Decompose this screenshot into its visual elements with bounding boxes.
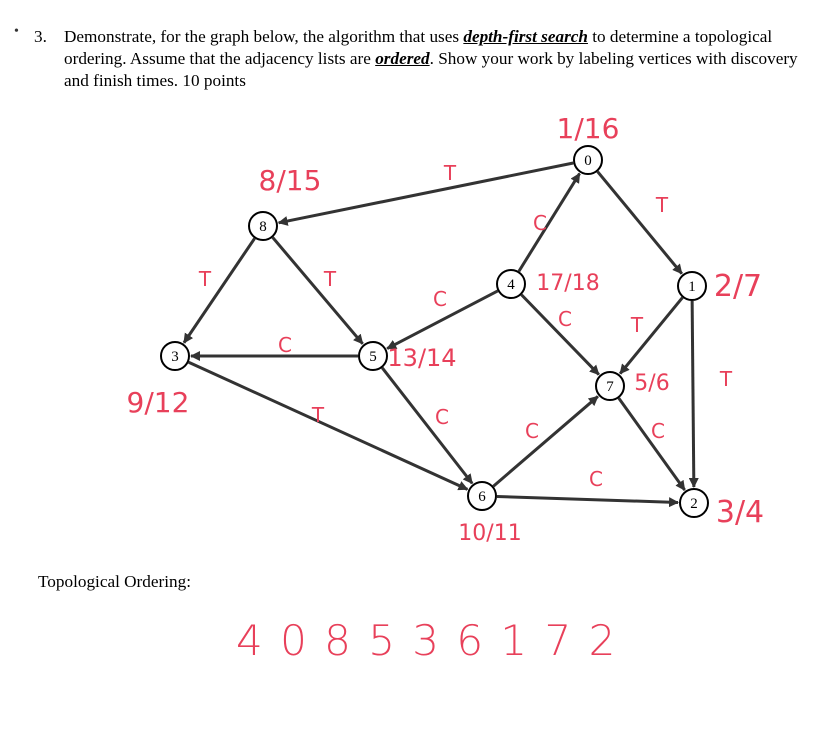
edge-classification-label: T	[311, 403, 325, 427]
edge-6-to-7	[493, 396, 597, 486]
question-emphasis-dfs: depth-first search	[463, 27, 588, 46]
vertex-times-label: 2/7	[713, 269, 763, 304]
edge-5-to-6	[382, 368, 472, 484]
vertex-3	[161, 342, 189, 370]
vertex-label: 4	[507, 277, 515, 293]
stray-mark: •	[14, 24, 19, 39]
edge-classification-label: C	[651, 419, 665, 443]
edge-classification-label: C	[525, 419, 539, 443]
edge-1-to-2	[692, 301, 694, 487]
vertex-times-label: 5/6	[634, 371, 670, 396]
edge-8-to-3	[184, 238, 255, 342]
vertex-times-label: 13/14	[387, 344, 457, 372]
edge-classification-label: C	[278, 333, 292, 357]
edge-line	[497, 496, 678, 502]
question-text-mid: to determine a topological ordering. Assume that the adjacency lists are	[64, 27, 773, 68]
edge-classification-label: T	[323, 267, 337, 291]
question-text-pre: Demonstrate, for the graph below, the algorithm that uses	[64, 27, 464, 46]
question-text-post: . Show your work by labeling vertices with discovery and finish times. 10 points	[64, 49, 798, 90]
vertex-times-label: 3/4	[715, 495, 765, 530]
edge-line	[619, 398, 685, 490]
vertex-label: 5	[369, 349, 377, 365]
edge-8-to-5	[273, 237, 363, 343]
vertex-times-label: 17/18	[536, 271, 600, 296]
question-emphasis-ordered: ordered	[375, 49, 430, 68]
vertex-label: 1	[688, 279, 696, 295]
edge-line	[184, 238, 255, 342]
edge-classification-label: T	[655, 193, 669, 217]
edge-6-to-2	[497, 496, 678, 502]
edge-line	[279, 163, 574, 223]
edge-4-to-0	[519, 174, 580, 272]
vertex-label: 0	[584, 153, 592, 169]
question-number: 3.	[34, 27, 47, 46]
edge-1-to-7	[620, 298, 682, 374]
vertex-times-label: 9/12	[126, 386, 190, 419]
vertex-8	[249, 212, 277, 240]
vertex-label: 8	[259, 219, 267, 235]
edge-classification-label: C	[558, 307, 572, 331]
vertex-1	[678, 272, 706, 300]
edge-0-to-1	[598, 172, 682, 274]
vertex-7	[596, 372, 624, 400]
vertex-0	[574, 146, 602, 174]
edge-classification-label: T	[630, 313, 644, 337]
topological-ordering-label: Topological Ordering:	[38, 572, 191, 591]
edge-line	[692, 301, 694, 487]
edge-classification-label: T	[198, 267, 212, 291]
edge-classification-label: C	[435, 405, 449, 429]
vertex-2	[680, 489, 708, 517]
edge-classification-label: T	[719, 367, 733, 391]
vertex-6	[468, 482, 496, 510]
vertex-label: 2	[690, 496, 698, 512]
vertex-4	[497, 270, 525, 298]
edge-classification-label: C	[533, 211, 547, 235]
edge-classification-label: C	[589, 467, 603, 491]
edge-labels-layer	[198, 161, 733, 491]
vertex-label: 6	[478, 489, 486, 505]
vertex-times-label: 10/11	[458, 521, 522, 546]
edge-classification-label: T	[443, 161, 457, 185]
vertex-times-label: 1/16	[556, 112, 620, 145]
vertex-label: 7	[606, 379, 614, 395]
vertex-5	[359, 342, 387, 370]
edge-0-to-8	[279, 163, 574, 223]
vertex-times-label: 8/15	[258, 164, 322, 197]
topological-ordering-answer: 4 0 8 5 3 6 1 7 2	[236, 616, 618, 665]
edge-line	[273, 237, 363, 343]
edge-7-to-2	[619, 398, 685, 490]
edge-classification-label: C	[433, 287, 447, 311]
vertex-label: 3	[171, 349, 179, 365]
edge-line	[493, 396, 597, 486]
edge-line	[620, 298, 682, 374]
edge-line	[519, 174, 580, 272]
edge-line	[598, 172, 682, 274]
edge-line	[382, 368, 472, 484]
